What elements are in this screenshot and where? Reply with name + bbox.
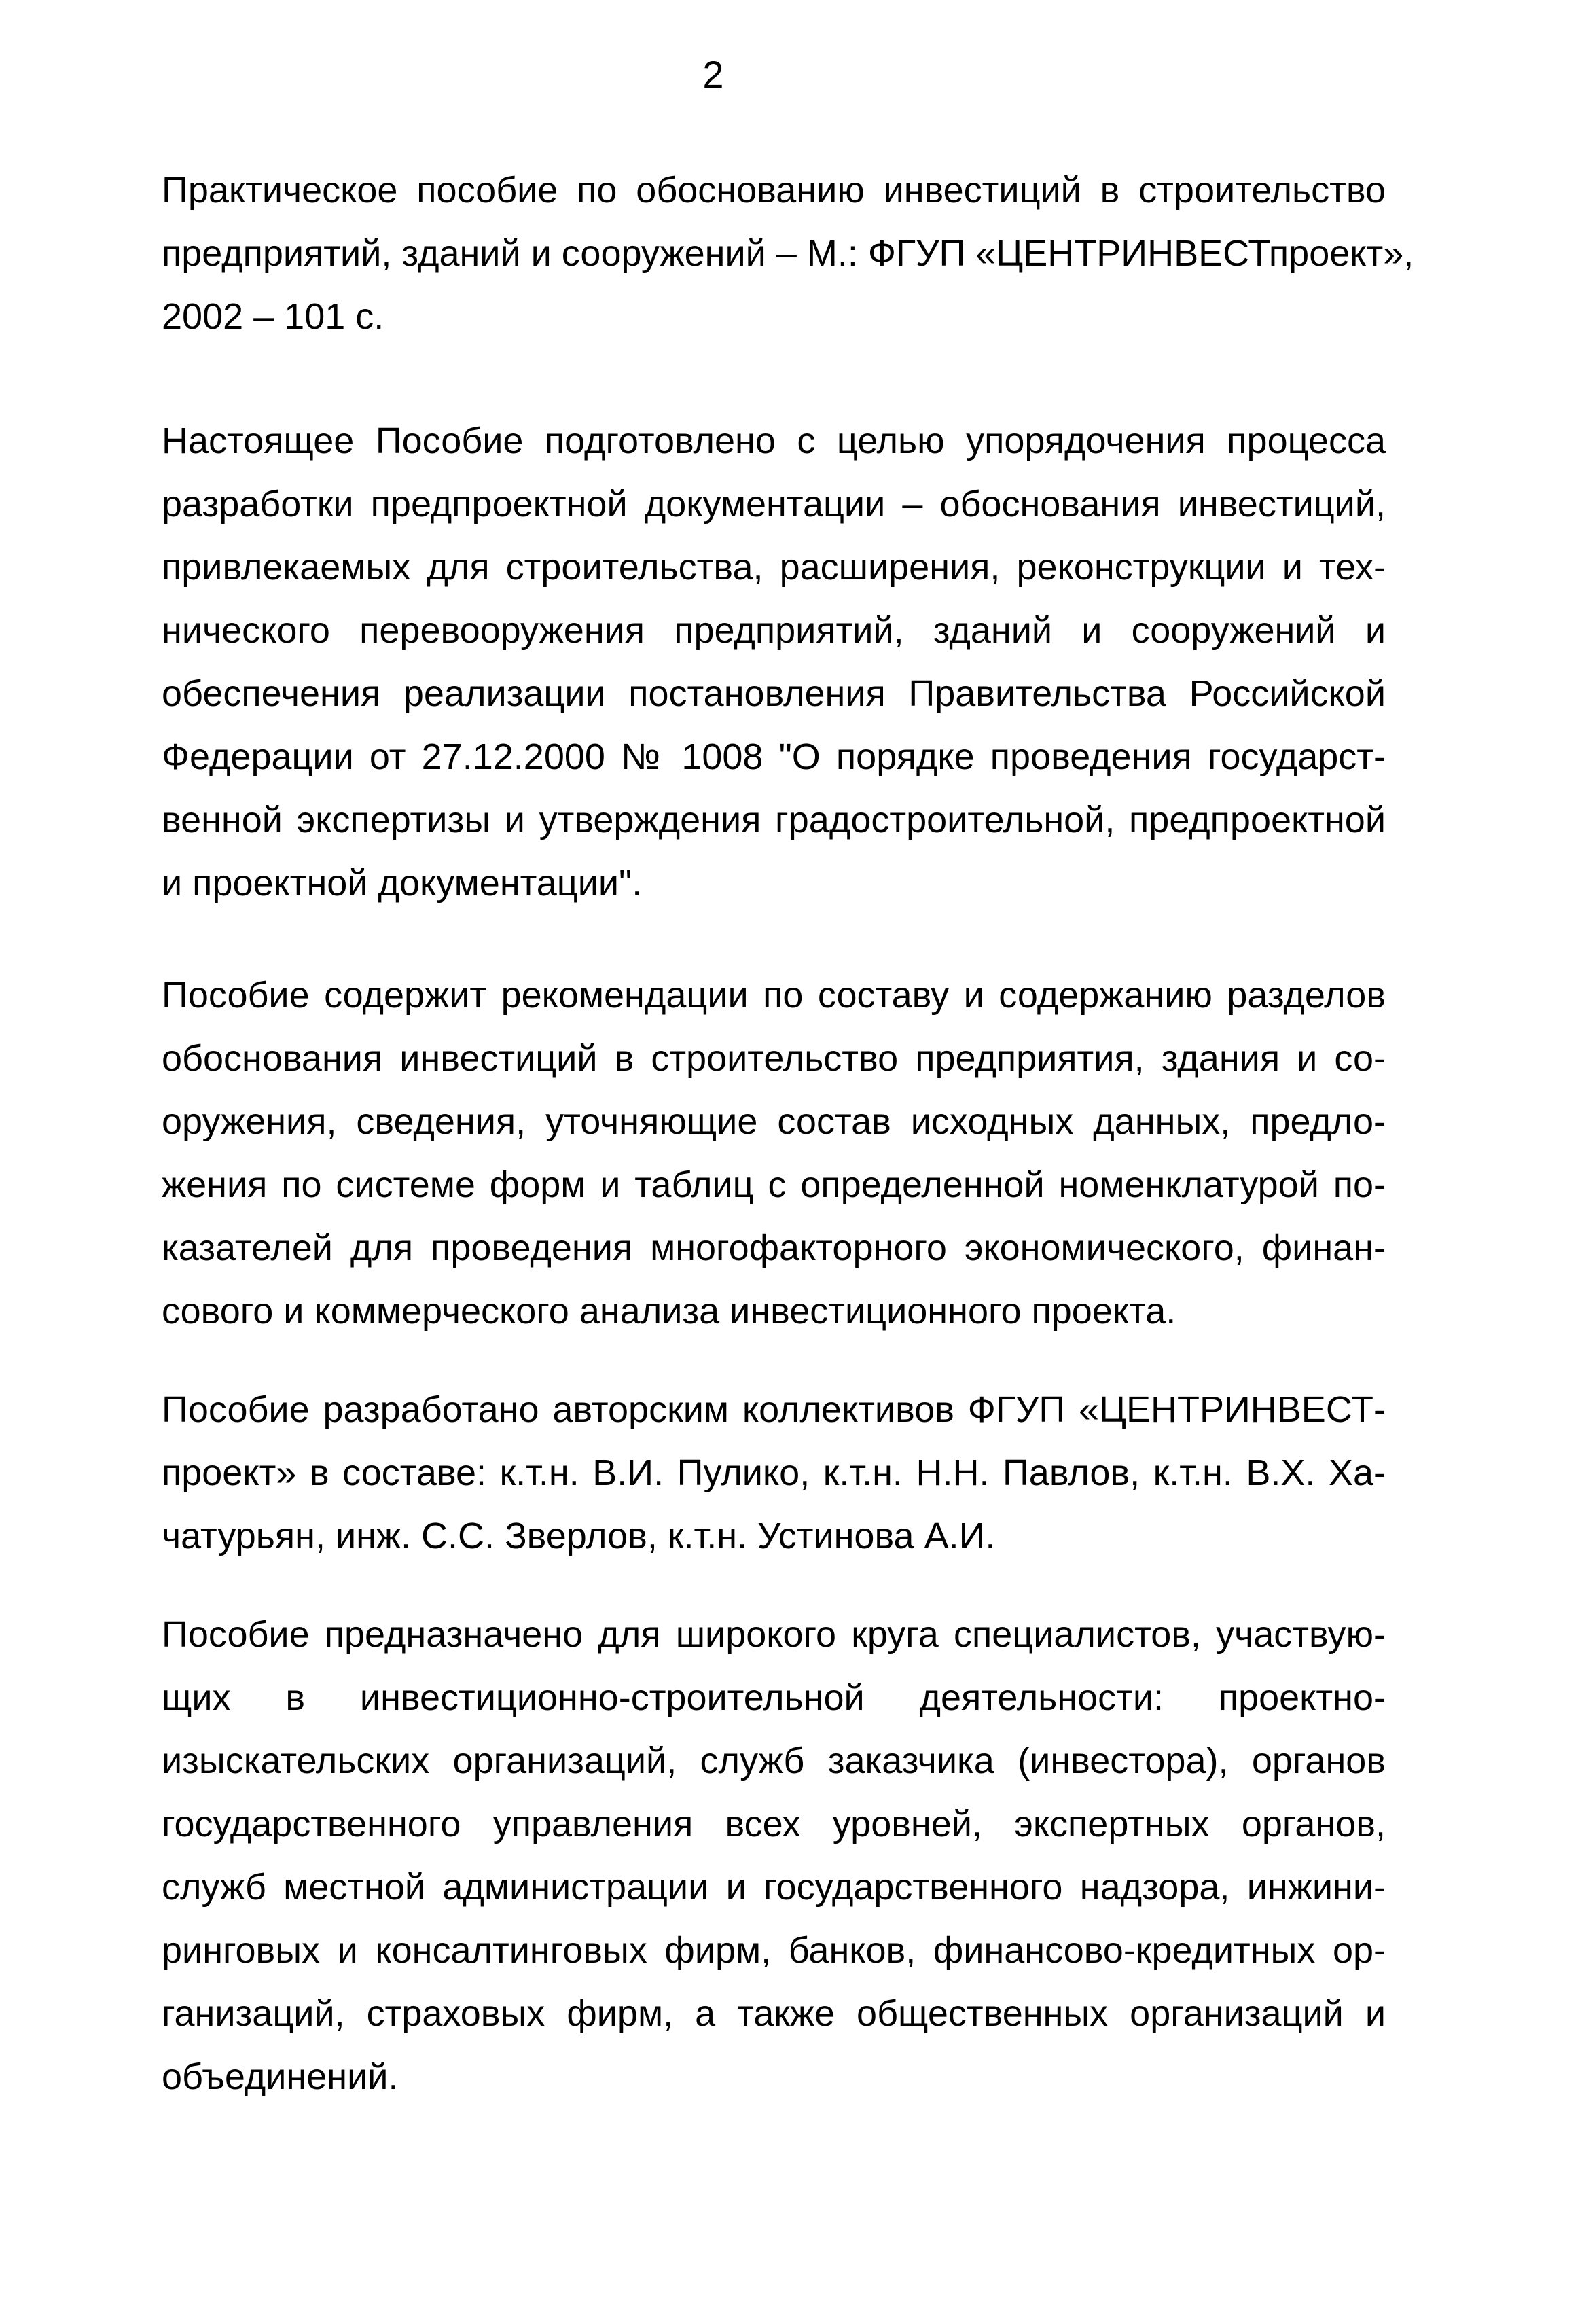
paragraph-line: проект» в составе: к.т.н. В.И. Пулико, к.т.н. Н.Н. Павлов, к.т.н. В.Х. Ха-	[162, 1452, 1386, 1493]
bibliographic-reference	[162, 159, 1414, 348]
paragraph-line: служб местной администрации и государственного надзора, инжини-	[162, 1867, 1386, 1908]
paragraph-line: жения по системе форм и таблиц с определенной номенклатурой по-	[162, 1164, 1386, 1205]
paragraph-line: и проектной документации".	[162, 863, 643, 904]
paragraph-line: обеспечения реализации постановления Правительства Российской	[162, 673, 1386, 714]
page-number: 2	[702, 53, 724, 96]
paragraph-line: ганизаций, страховых фирм, а также общественных организаций и	[162, 1993, 1386, 2034]
paragraph-line: сового и коммерческого анализа инвестиционного проекта.	[162, 1291, 1176, 1331]
paragraph-line: чатурьян, инж. С.С. Зверлов, к.т.н. Устинова А.И.	[162, 1516, 996, 1556]
paragraph-line: обоснования инвестиций в строительство предприятия, здания и со-	[162, 1038, 1386, 1079]
bibliography-line: Практическое пособие по обоснованию инвестиций в строительство	[162, 170, 1386, 211]
paragraph-line: оружения, сведения, уточняющие состав исходных данных, предло-	[162, 1101, 1386, 1142]
paragraph-contents	[162, 964, 1386, 1343]
paragraph-line: Федерации от 27.12.2000 № 1008 "О порядке проведения государст-	[162, 736, 1386, 777]
bibliography-line: 2002 – 101 с.	[162, 296, 384, 337]
paragraph-line: разработки предпроектной документации – обоснования инвестиций,	[162, 484, 1386, 524]
paragraph-line: Пособие предназначено для широкого круга специалистов, участвую-	[162, 1614, 1386, 1655]
paragraph-audience	[162, 1603, 1386, 2109]
page-content	[162, 159, 1414, 2109]
paragraph-line: нического перевооружения предприятий, зданий и сооружений и	[162, 610, 1386, 651]
paragraph-purpose	[162, 410, 1386, 915]
paragraph-line: привлекаемых для строительства, расширения, реконструкции и тех-	[162, 547, 1386, 588]
paragraph-line: Пособие разработано авторским коллективов ФГУП «ЦЕНТРИНВЕСТ-	[162, 1389, 1386, 1430]
paragraph-line: венной экспертизы и утверждения градостроительной, предпроектной	[162, 800, 1386, 840]
paragraph-authors	[162, 1378, 1386, 1568]
paragraph-line: ринговых и консалтинговых фирм, банков, финансово-кредитных ор-	[162, 1930, 1386, 1971]
paragraph-line: Пособие содержит рекомендации по составу и содержанию разделов	[162, 975, 1386, 1016]
bibliography-line: предприятий, зданий и сооружений – М.: ФГУП «ЦЕНТРИНВЕСТпроект»,	[162, 233, 1414, 274]
paragraph-line: казателей для проведения многофакторного экономического, финан-	[162, 1228, 1386, 1268]
paragraph-line: объединений.	[162, 2056, 399, 2097]
paragraph-line: щих в инвестиционно-строительной деятельности: проектно-	[162, 1677, 1386, 1718]
paragraph-line: Настоящее Пособие подготовлено с целью упорядочения процесса	[162, 421, 1386, 461]
paragraph-line: изыскательских организаций, служб заказчика (инвестора), органов	[162, 1740, 1386, 1781]
paragraph-line: государственного управления всех уровней, экспертных органов,	[162, 1804, 1386, 1844]
